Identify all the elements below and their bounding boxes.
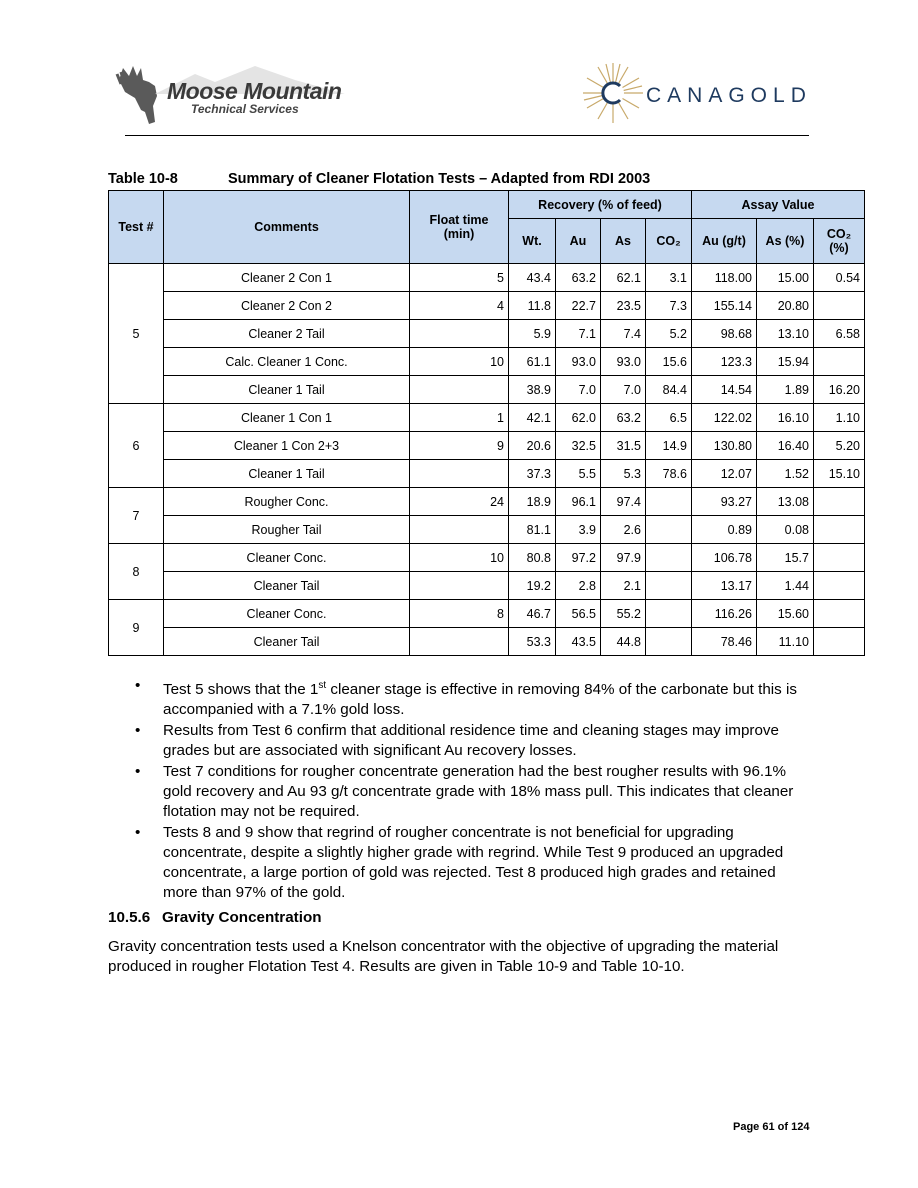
header-as-pct: As (%) [757, 219, 814, 264]
cell-as: 63.2 [601, 404, 646, 432]
cell-au: 22.7 [556, 292, 601, 320]
cell-test-number: 5 [109, 264, 164, 404]
cell-au: 2.8 [556, 572, 601, 600]
cell-test-number: 9 [109, 600, 164, 656]
cell-co2-pct [814, 572, 865, 600]
cell-as: 31.5 [601, 432, 646, 460]
cell-as-pct: 15.00 [757, 264, 814, 292]
cell-as: 7.4 [601, 320, 646, 348]
cell-float-time: 8 [410, 600, 509, 628]
section-heading [108, 909, 322, 926]
cell-float-time: 24 [410, 488, 509, 516]
cell-float-time [410, 320, 509, 348]
cell-as-pct: 11.10 [757, 628, 814, 656]
cell-au-gt: 78.46 [692, 628, 757, 656]
cell-comment: Cleaner 2 Con 1 [164, 264, 410, 292]
bullet-icon: • [135, 722, 141, 740]
cell-float-time: 10 [410, 544, 509, 572]
cell-wt: 38.9 [509, 376, 556, 404]
cell-comment: Cleaner 1 Con 2+3 [164, 432, 410, 460]
table-row [109, 292, 865, 320]
cell-as: 2.6 [601, 516, 646, 544]
cell-wt: 43.4 [509, 264, 556, 292]
cell-au: 7.0 [556, 376, 601, 404]
cell-comment: Cleaner 1 Tail [164, 376, 410, 404]
table-row [109, 264, 865, 292]
table-row [109, 376, 865, 404]
cell-comment: Cleaner 1 Con 1 [164, 404, 410, 432]
cell-co2-pct [814, 488, 865, 516]
cell-co2: 5.2 [646, 320, 692, 348]
cell-comment: Cleaner 2 Tail [164, 320, 410, 348]
cell-au-gt: 123.3 [692, 348, 757, 376]
cell-float-time [410, 516, 509, 544]
cell-as-pct: 0.08 [757, 516, 814, 544]
cell-co2-pct [814, 348, 865, 376]
cell-co2 [646, 488, 692, 516]
cell-wt: 19.2 [509, 572, 556, 600]
header-float-time: Float time (min) [410, 191, 509, 264]
table-row [109, 348, 865, 376]
cell-au-gt: 13.17 [692, 572, 757, 600]
cell-wt: 80.8 [509, 544, 556, 572]
cell-wt: 81.1 [509, 516, 556, 544]
cell-as-pct: 16.10 [757, 404, 814, 432]
cell-co2: 78.6 [646, 460, 692, 488]
cell-au-gt: 93.27 [692, 488, 757, 516]
cell-au: 93.0 [556, 348, 601, 376]
table-row [109, 544, 865, 572]
cell-float-time: 5 [410, 264, 509, 292]
cell-as: 97.9 [601, 544, 646, 572]
cell-comment: Cleaner 1 Tail [164, 460, 410, 488]
cell-co2 [646, 544, 692, 572]
bullet-icon: • [135, 824, 141, 842]
cell-float-time [410, 628, 509, 656]
cell-co2 [646, 628, 692, 656]
cell-as-pct: 20.80 [757, 292, 814, 320]
cell-au-gt: 12.07 [692, 460, 757, 488]
section-number: 10.5.6 [108, 909, 151, 926]
cell-co2-pct: 16.20 [814, 376, 865, 404]
cell-as-pct: 1.52 [757, 460, 814, 488]
table-row [109, 488, 865, 516]
header-assay: Assay Value [692, 191, 865, 219]
cell-au-gt: 155.14 [692, 292, 757, 320]
cell-wt: 5.9 [509, 320, 556, 348]
cell-test-number: 8 [109, 544, 164, 600]
cell-as-pct: 16.40 [757, 432, 814, 460]
table-row [109, 404, 865, 432]
cell-co2: 3.1 [646, 264, 692, 292]
cell-test-number: 6 [109, 404, 164, 488]
cell-au: 96.1 [556, 488, 601, 516]
cell-au: 43.5 [556, 628, 601, 656]
cell-as: 62.1 [601, 264, 646, 292]
cell-float-time [410, 572, 509, 600]
cell-au-gt: 130.80 [692, 432, 757, 460]
list-item [135, 762, 805, 822]
moose-mountain-logo [115, 62, 355, 130]
bullet-icon: • [135, 677, 141, 694]
cell-co2-pct: 15.10 [814, 460, 865, 488]
cell-co2-pct [814, 292, 865, 320]
header-test: Test # [109, 191, 164, 264]
table-row [109, 628, 865, 656]
cell-float-time [410, 460, 509, 488]
cell-comment: Rougher Conc. [164, 488, 410, 516]
logo-text: CANAGOLD [646, 84, 812, 107]
cell-au-gt: 106.78 [692, 544, 757, 572]
logo-text: Moose Mountain [167, 78, 342, 104]
header-co2: CO₂ [646, 219, 692, 264]
cell-as: 44.8 [601, 628, 646, 656]
table-number: Table 10-8 [108, 171, 178, 187]
cell-wt: 61.1 [509, 348, 556, 376]
table-row [109, 572, 865, 600]
cell-as: 7.0 [601, 376, 646, 404]
cell-comment: Cleaner Conc. [164, 544, 410, 572]
cell-co2-pct: 1.10 [814, 404, 865, 432]
list-item [135, 721, 805, 761]
header-comments: Comments [164, 191, 410, 264]
cell-au: 3.9 [556, 516, 601, 544]
cell-as-pct: 15.60 [757, 600, 814, 628]
cell-as-pct: 1.44 [757, 572, 814, 600]
header-au-gt: Au (g/t) [692, 219, 757, 264]
cell-wt: 46.7 [509, 600, 556, 628]
header-recovery: Recovery (% of feed) [509, 191, 692, 219]
cell-wt: 20.6 [509, 432, 556, 460]
cell-as: 93.0 [601, 348, 646, 376]
list-item-text: Results from Test 6 confirm that additional residence time and cleaning stages may improve grades but are associated with significant Au recovery losses. [163, 722, 779, 760]
cell-co2-pct: 6.58 [814, 320, 865, 348]
header-divider [125, 135, 809, 136]
cell-wt: 18.9 [509, 488, 556, 516]
header-as: As [601, 219, 646, 264]
cell-co2-pct [814, 628, 865, 656]
cell-as: 5.3 [601, 460, 646, 488]
header-wt: Wt. [509, 219, 556, 264]
cell-au-gt: 122.02 [692, 404, 757, 432]
cell-au: 63.2 [556, 264, 601, 292]
cell-au: 97.2 [556, 544, 601, 572]
cell-co2: 84.4 [646, 376, 692, 404]
cell-co2-pct [814, 544, 865, 572]
cell-au: 32.5 [556, 432, 601, 460]
section-paragraph: Gravity concentration tests used a Knelson concentrator with the objective of upgrading the material produced in rougher Flotation Test 4. Results are given in Table 10-9 and Table 10-10. [108, 938, 779, 975]
cell-float-time: 10 [410, 348, 509, 376]
cell-as: 97.4 [601, 488, 646, 516]
cell-au: 5.5 [556, 460, 601, 488]
list-item [135, 823, 805, 903]
cell-co2 [646, 600, 692, 628]
cell-co2: 15.6 [646, 348, 692, 376]
cell-au-gt: 118.00 [692, 264, 757, 292]
cell-co2-pct: 5.20 [814, 432, 865, 460]
cell-comment: Calc. Cleaner 1 Conc. [164, 348, 410, 376]
header-co2-pct: CO₂ (%) [814, 219, 865, 264]
cell-as-pct: 15.94 [757, 348, 814, 376]
cell-as-pct: 13.08 [757, 488, 814, 516]
cell-au-gt: 98.68 [692, 320, 757, 348]
cell-as-pct: 13.10 [757, 320, 814, 348]
list-item-text: cleaner stage is effective in removing 84% of the carbonate but this is accompanied with a 7.1% gold loss. [163, 681, 797, 719]
cell-as-pct: 1.89 [757, 376, 814, 404]
header-au: Au [556, 219, 601, 264]
cell-au: 56.5 [556, 600, 601, 628]
cell-float-time [410, 376, 509, 404]
cell-test-number: 7 [109, 488, 164, 544]
cell-as-pct: 15.7 [757, 544, 814, 572]
cell-au-gt: 0.89 [692, 516, 757, 544]
cell-float-time: 4 [410, 292, 509, 320]
cell-as: 55.2 [601, 600, 646, 628]
cell-as: 23.5 [601, 292, 646, 320]
cell-co2 [646, 572, 692, 600]
cell-wt: 53.3 [509, 628, 556, 656]
cell-comment: Cleaner 2 Con 2 [164, 292, 410, 320]
cell-co2-pct [814, 516, 865, 544]
table-row [109, 600, 865, 628]
findings-list [135, 676, 805, 904]
list-item-text: Test 5 shows that the 1 [163, 681, 319, 699]
cell-as: 2.1 [601, 572, 646, 600]
canagold-logo [580, 60, 810, 130]
page-number: Page 61 of 124 [733, 1121, 810, 1133]
cell-co2: 6.5 [646, 404, 692, 432]
list-item-text: Tests 8 and 9 show that regrind of rougher concentrate is not beneficial for upgrading concentrate, despite a slightly higher grade with regrind. While Test 9 produced an upgraded concentrate, a large portion of gold was rejected. Test 8 produced high grades and retained more than 97% of the gold. [163, 824, 784, 902]
cell-float-time: 1 [410, 404, 509, 432]
cell-comment: Cleaner Tail [164, 572, 410, 600]
table-row [109, 432, 865, 460]
cell-comment: Rougher Tail [164, 516, 410, 544]
cell-co2 [646, 516, 692, 544]
cell-co2-pct: 0.54 [814, 264, 865, 292]
logo-subtitle: Technical Services [191, 102, 299, 116]
cell-au-gt: 14.54 [692, 376, 757, 404]
section-title: Gravity Concentration [162, 909, 322, 926]
cell-co2: 14.9 [646, 432, 692, 460]
cell-comment: Cleaner Conc. [164, 600, 410, 628]
cell-co2: 7.3 [646, 292, 692, 320]
cell-au: 62.0 [556, 404, 601, 432]
list-item [135, 676, 805, 720]
cleaner-flotation-table [108, 190, 865, 656]
cell-comment: Cleaner Tail [164, 628, 410, 656]
table-row [109, 516, 865, 544]
table-title: Summary of Cleaner Flotation Tests – Adapted from RDI 2003 [228, 171, 651, 187]
cell-wt: 37.3 [509, 460, 556, 488]
cell-float-time: 9 [410, 432, 509, 460]
table-caption [108, 171, 650, 187]
ordinal-suffix: st [318, 680, 327, 691]
table-row [109, 460, 865, 488]
cell-au: 7.1 [556, 320, 601, 348]
cell-wt: 42.1 [509, 404, 556, 432]
cell-au-gt: 116.26 [692, 600, 757, 628]
bullet-icon: • [135, 763, 141, 781]
list-item-text: Test 7 conditions for rougher concentrate generation had the best rougher results with 96.1% gold recovery and Au 93 g/t concentrate grade with 18% mass pull. This indicates that cleaner flotation may not be required. [163, 763, 794, 821]
table-row [109, 320, 865, 348]
cell-co2-pct [814, 600, 865, 628]
cell-wt: 11.8 [509, 292, 556, 320]
table-body [109, 264, 865, 656]
sunburst-icon [582, 62, 644, 124]
